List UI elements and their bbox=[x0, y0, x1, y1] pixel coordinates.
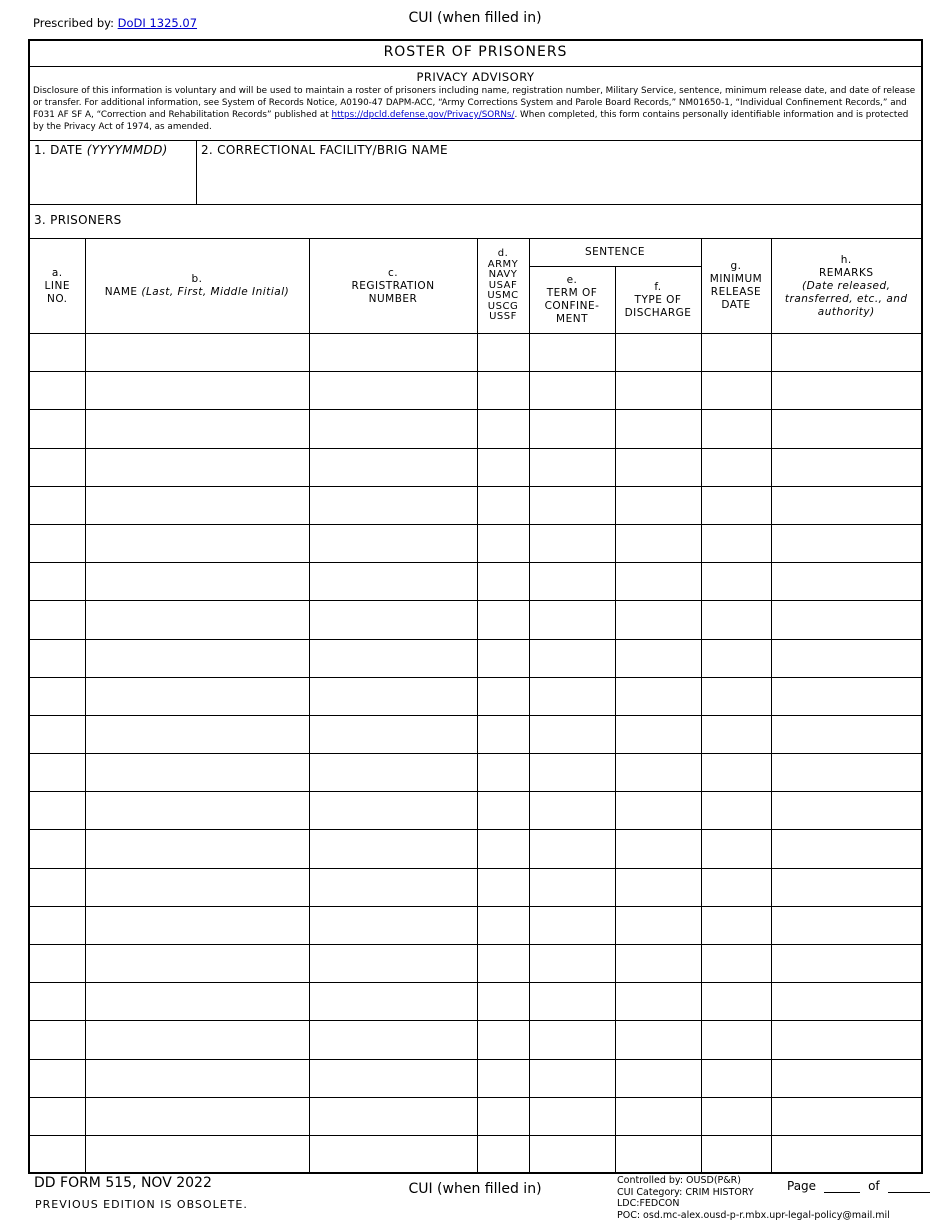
poc: POC: osd.mc-alex.ousd-p-r.mbx.upr-legal-policy@mail.mil bbox=[617, 1209, 890, 1221]
column-header-text: TERM OF CONFINE-MENT bbox=[544, 287, 600, 325]
discharge-cell[interactable] bbox=[615, 830, 701, 868]
min-release-cell[interactable] bbox=[701, 945, 771, 983]
discharge-cell[interactable] bbox=[615, 868, 701, 906]
min-release-cell[interactable] bbox=[701, 639, 771, 677]
col-sentence: SENTENCE bbox=[529, 239, 701, 267]
facility-field[interactable] bbox=[197, 140, 921, 204]
min-release-cell[interactable] bbox=[701, 715, 771, 753]
table-row bbox=[30, 1059, 921, 1097]
sorn-link[interactable]: https://dpcld.defense.gov/Privacy/SORNs/ bbox=[331, 110, 515, 120]
table-row bbox=[30, 563, 921, 601]
name-cell[interactable] bbox=[85, 945, 309, 983]
min-release-cell[interactable] bbox=[701, 677, 771, 715]
term-cell[interactable] bbox=[529, 983, 615, 1021]
col-registration bbox=[309, 239, 477, 334]
column-header-text: USCG bbox=[487, 300, 519, 312]
col-term bbox=[529, 267, 615, 334]
service-cell[interactable] bbox=[477, 639, 529, 677]
table-row bbox=[30, 639, 921, 677]
name-cell[interactable] bbox=[85, 1135, 309, 1173]
term-cell[interactable] bbox=[529, 563, 615, 601]
remarks-cell[interactable] bbox=[771, 639, 921, 677]
min-release-cell[interactable] bbox=[701, 868, 771, 906]
remarks-cell[interactable] bbox=[771, 945, 921, 983]
ldc: LDC:FEDCON bbox=[617, 1198, 680, 1209]
registration-cell[interactable] bbox=[309, 1021, 477, 1059]
table-row bbox=[30, 1097, 921, 1135]
line-no-cell[interactable] bbox=[30, 868, 85, 906]
min-release-cell[interactable] bbox=[701, 486, 771, 524]
table-row bbox=[30, 677, 921, 715]
remarks-cell[interactable] bbox=[771, 563, 921, 601]
cui-category: CUI Category: CRIM HISTORY bbox=[617, 1186, 754, 1198]
remarks-cell[interactable] bbox=[771, 372, 921, 410]
registration-cell[interactable] bbox=[309, 563, 477, 601]
discharge-cell[interactable] bbox=[615, 372, 701, 410]
discharge-cell[interactable] bbox=[615, 1021, 701, 1059]
min-release-cell[interactable] bbox=[701, 754, 771, 792]
line-no-cell[interactable] bbox=[30, 334, 85, 372]
date-field[interactable] bbox=[30, 140, 197, 204]
service-cell[interactable] bbox=[477, 983, 529, 1021]
registration-cell[interactable] bbox=[309, 983, 477, 1021]
discharge-cell[interactable] bbox=[615, 563, 701, 601]
discharge-cell[interactable] bbox=[615, 601, 701, 639]
term-cell[interactable] bbox=[529, 372, 615, 410]
name-cell[interactable] bbox=[85, 1097, 309, 1135]
term-cell[interactable] bbox=[529, 830, 615, 868]
remarks-cell[interactable] bbox=[771, 410, 921, 448]
line-no-cell[interactable] bbox=[30, 754, 85, 792]
table-row bbox=[30, 868, 921, 906]
remarks-cell[interactable] bbox=[771, 906, 921, 944]
term-cell[interactable] bbox=[529, 1135, 615, 1173]
date-format: (YYYYMMDD) bbox=[86, 143, 168, 157]
facility-label: 2. CORRECTIONAL FACILITY/BRIG NAME bbox=[201, 143, 448, 157]
table-row bbox=[30, 754, 921, 792]
term-cell[interactable] bbox=[529, 754, 615, 792]
prisoners-table bbox=[30, 238, 921, 1174]
table-row bbox=[30, 486, 921, 524]
registration-cell[interactable] bbox=[309, 906, 477, 944]
column-header-text: ARMY bbox=[487, 258, 519, 270]
name-cell[interactable] bbox=[85, 792, 309, 830]
line-no-cell[interactable] bbox=[30, 1135, 85, 1173]
name-cell[interactable] bbox=[85, 410, 309, 448]
registration-cell[interactable] bbox=[309, 945, 477, 983]
registration-cell[interactable] bbox=[309, 715, 477, 753]
remarks-cell[interactable] bbox=[771, 486, 921, 524]
name-cell[interactable] bbox=[85, 563, 309, 601]
table-row bbox=[30, 945, 921, 983]
registration-cell[interactable] bbox=[309, 754, 477, 792]
table-row bbox=[30, 906, 921, 944]
discharge-cell[interactable] bbox=[615, 906, 701, 944]
registration-cell[interactable] bbox=[309, 1097, 477, 1135]
line-no-cell[interactable] bbox=[30, 410, 85, 448]
term-cell[interactable] bbox=[529, 601, 615, 639]
form-title: ROSTER OF PRISONERS bbox=[383, 44, 568, 60]
name-cell[interactable] bbox=[85, 983, 309, 1021]
cui-footer: CUI (when filled in) bbox=[408, 1181, 542, 1197]
line-no-cell[interactable] bbox=[30, 601, 85, 639]
line-no-cell[interactable] bbox=[30, 1097, 85, 1135]
min-release-cell[interactable] bbox=[701, 1135, 771, 1173]
privacy-text bbox=[33, 85, 918, 133]
name-cell[interactable] bbox=[85, 639, 309, 677]
column-header-text: NAVY bbox=[488, 269, 518, 281]
registration-cell[interactable] bbox=[309, 1059, 477, 1097]
name-cell[interactable] bbox=[85, 754, 309, 792]
column-header-text: (Last, First, Middle Initial) bbox=[141, 286, 290, 298]
line-no-cell[interactable] bbox=[30, 945, 85, 983]
column-header-text: f. bbox=[654, 280, 662, 293]
term-cell[interactable] bbox=[529, 1021, 615, 1059]
term-cell[interactable] bbox=[529, 1059, 615, 1097]
table-row bbox=[30, 601, 921, 639]
name-cell[interactable] bbox=[85, 677, 309, 715]
registration-cell[interactable] bbox=[309, 830, 477, 868]
service-cell[interactable] bbox=[477, 601, 529, 639]
discharge-cell[interactable] bbox=[615, 715, 701, 753]
remarks-cell[interactable] bbox=[771, 830, 921, 868]
remarks-cell[interactable] bbox=[771, 1135, 921, 1173]
cui-header: CUI (when filled in) bbox=[408, 10, 542, 26]
prescribed-label: Prescribed by: bbox=[33, 16, 114, 30]
min-release-cell[interactable] bbox=[701, 1021, 771, 1059]
column-header-text: c. bbox=[387, 266, 399, 279]
controlled-by: Controlled by: OUSD(P&R) bbox=[617, 1175, 741, 1186]
min-release-cell[interactable] bbox=[701, 1097, 771, 1135]
page-input[interactable] bbox=[824, 1179, 860, 1193]
min-release-cell[interactable] bbox=[701, 792, 771, 830]
name-cell[interactable] bbox=[85, 372, 309, 410]
line-no-cell[interactable] bbox=[30, 1059, 85, 1097]
line-no-cell[interactable] bbox=[30, 372, 85, 410]
service-cell[interactable] bbox=[477, 945, 529, 983]
date-label: 1. DATE bbox=[34, 143, 83, 157]
discharge-cell[interactable] bbox=[615, 524, 701, 562]
term-cell[interactable] bbox=[529, 792, 615, 830]
column-header-text: g. bbox=[730, 260, 742, 272]
table-row bbox=[30, 448, 921, 486]
term-cell[interactable] bbox=[529, 486, 615, 524]
line-no-cell[interactable] bbox=[30, 563, 85, 601]
privacy-heading: PRIVACY ADVISORY bbox=[416, 70, 535, 84]
remarks-cell[interactable] bbox=[771, 448, 921, 486]
min-release-cell[interactable] bbox=[701, 372, 771, 410]
registration-cell[interactable] bbox=[309, 639, 477, 677]
name-cell[interactable] bbox=[85, 524, 309, 562]
prisoners-label: 3. PRISONERS bbox=[34, 213, 122, 227]
registration-cell[interactable] bbox=[309, 448, 477, 486]
min-release-cell[interactable] bbox=[701, 830, 771, 868]
remarks-cell[interactable] bbox=[771, 868, 921, 906]
table-row bbox=[30, 1021, 921, 1059]
table-row bbox=[30, 792, 921, 830]
discharge-cell[interactable] bbox=[615, 1097, 701, 1135]
remarks-cell[interactable] bbox=[771, 715, 921, 753]
min-release-cell[interactable] bbox=[701, 601, 771, 639]
dodi-link[interactable]: DoDI 1325.07 bbox=[117, 16, 198, 30]
registration-cell[interactable] bbox=[309, 334, 477, 372]
name-cell[interactable] bbox=[85, 1059, 309, 1097]
column-header-text: (Date released, transferred, etc., and authority) bbox=[784, 279, 908, 318]
column-header-text: REMARKS bbox=[818, 266, 874, 279]
service-cell[interactable] bbox=[477, 1097, 529, 1135]
discharge-cell[interactable] bbox=[615, 334, 701, 372]
service-cell[interactable] bbox=[477, 868, 529, 906]
min-release-cell[interactable] bbox=[701, 983, 771, 1021]
column-header-text: USMC bbox=[487, 290, 519, 302]
service-cell[interactable] bbox=[477, 1059, 529, 1097]
line-no-cell[interactable] bbox=[30, 1021, 85, 1059]
discharge-cell[interactable] bbox=[615, 677, 701, 715]
term-cell[interactable] bbox=[529, 715, 615, 753]
column-header-text: h. bbox=[840, 253, 852, 266]
term-cell[interactable] bbox=[529, 1097, 615, 1135]
column-header-text: d. bbox=[497, 248, 509, 260]
registration-cell[interactable] bbox=[309, 486, 477, 524]
col-min-release bbox=[701, 239, 771, 334]
privacy-text-1: Disclosure of this information is voluntary and will be used to maintain a roster of prisoners including name, registration number, Military Service, sentence, minimum release date, and date of release or transfer. For additional information, see System of Records Notice, A0190-47 DAPM-ACC, “Army Corrections System and Parole Board Records,” NM01650-1, “Individual Confinement Records,” and F031 AF SF A, “Correction and Rehabilitation Records” published at bbox=[33, 86, 916, 120]
column-header-text: USAF bbox=[488, 279, 518, 291]
remarks-cell[interactable] bbox=[771, 1097, 921, 1135]
service-cell[interactable] bbox=[477, 486, 529, 524]
name-cell[interactable] bbox=[85, 715, 309, 753]
service-cell[interactable] bbox=[477, 448, 529, 486]
name-cell[interactable] bbox=[85, 906, 309, 944]
name-cell[interactable] bbox=[85, 868, 309, 906]
term-cell[interactable] bbox=[529, 945, 615, 983]
name-cell[interactable] bbox=[85, 1021, 309, 1059]
term-cell[interactable] bbox=[529, 868, 615, 906]
name-cell[interactable] bbox=[85, 448, 309, 486]
col-service bbox=[477, 239, 529, 334]
line-no-cell[interactable] bbox=[30, 486, 85, 524]
term-cell[interactable] bbox=[529, 410, 615, 448]
col-line-no bbox=[30, 239, 85, 334]
table-row bbox=[30, 830, 921, 868]
line-no-cell[interactable] bbox=[30, 983, 85, 1021]
remarks-cell[interactable] bbox=[771, 1059, 921, 1097]
min-release-cell[interactable] bbox=[701, 1059, 771, 1097]
service-cell[interactable] bbox=[477, 334, 529, 372]
name-cell[interactable] bbox=[85, 601, 309, 639]
col-discharge bbox=[615, 267, 701, 334]
column-header-text: TYPE OF DISCHARGE bbox=[624, 293, 692, 319]
service-cell[interactable] bbox=[477, 677, 529, 715]
remarks-cell[interactable] bbox=[771, 677, 921, 715]
term-cell[interactable] bbox=[529, 639, 615, 677]
col-remarks bbox=[771, 239, 921, 334]
service-cell[interactable] bbox=[477, 563, 529, 601]
table-row bbox=[30, 334, 921, 372]
name-cell[interactable] bbox=[85, 830, 309, 868]
privacy-text-2: . When completed, this form contains personally identifiable information and is protected by the Privacy Act of 1974, as amended. bbox=[33, 110, 909, 132]
line-no-cell[interactable] bbox=[30, 830, 85, 868]
col-name bbox=[85, 239, 309, 334]
registration-cell[interactable] bbox=[309, 792, 477, 830]
service-cell[interactable] bbox=[477, 754, 529, 792]
service-cell[interactable] bbox=[477, 830, 529, 868]
line-no-cell[interactable] bbox=[30, 448, 85, 486]
discharge-cell[interactable] bbox=[615, 448, 701, 486]
page-label: Page bbox=[787, 1179, 817, 1193]
registration-cell[interactable] bbox=[309, 524, 477, 562]
registration-cell[interactable] bbox=[309, 372, 477, 410]
term-cell[interactable] bbox=[529, 906, 615, 944]
remarks-cell[interactable] bbox=[771, 524, 921, 562]
discharge-cell[interactable] bbox=[615, 410, 701, 448]
table-row bbox=[30, 524, 921, 562]
term-cell[interactable] bbox=[529, 334, 615, 372]
service-cell[interactable] bbox=[477, 372, 529, 410]
column-header-text: b. bbox=[191, 273, 203, 285]
min-release-cell[interactable] bbox=[701, 524, 771, 562]
min-release-cell[interactable] bbox=[701, 563, 771, 601]
page-numbering bbox=[787, 1179, 930, 1193]
remarks-cell[interactable] bbox=[771, 792, 921, 830]
column-header-text: REGISTRATION NUMBER bbox=[351, 279, 435, 305]
line-no-cell[interactable] bbox=[30, 677, 85, 715]
discharge-cell[interactable] bbox=[615, 1135, 701, 1173]
min-release-cell[interactable] bbox=[701, 410, 771, 448]
min-release-cell[interactable] bbox=[701, 448, 771, 486]
registration-cell[interactable] bbox=[309, 601, 477, 639]
form-number: DD FORM 515, NOV 2022 bbox=[34, 1175, 212, 1191]
line-no-cell[interactable] bbox=[30, 906, 85, 944]
line-no-cell[interactable] bbox=[30, 715, 85, 753]
column-header-text: LINE NO. bbox=[44, 279, 70, 305]
table-row bbox=[30, 410, 921, 448]
remarks-cell[interactable] bbox=[771, 983, 921, 1021]
remarks-cell[interactable] bbox=[771, 754, 921, 792]
service-cell[interactable] bbox=[477, 524, 529, 562]
service-cell[interactable] bbox=[477, 410, 529, 448]
table-row bbox=[30, 372, 921, 410]
term-cell[interactable] bbox=[529, 677, 615, 715]
remarks-cell[interactable] bbox=[771, 601, 921, 639]
discharge-cell[interactable] bbox=[615, 1059, 701, 1097]
name-cell[interactable] bbox=[85, 486, 309, 524]
service-cell[interactable] bbox=[477, 906, 529, 944]
line-no-cell[interactable] bbox=[30, 524, 85, 562]
roster-form bbox=[28, 39, 923, 1174]
of-label: of bbox=[868, 1179, 880, 1193]
of-input[interactable] bbox=[888, 1179, 930, 1193]
column-header-text: USSF bbox=[489, 311, 517, 323]
registration-cell[interactable] bbox=[309, 677, 477, 715]
registration-cell[interactable] bbox=[309, 868, 477, 906]
name-cell[interactable] bbox=[85, 334, 309, 372]
term-cell[interactable] bbox=[529, 448, 615, 486]
discharge-cell[interactable] bbox=[615, 486, 701, 524]
column-header-text: MINIMUM RELEASE DATE bbox=[709, 273, 763, 311]
min-release-cell[interactable] bbox=[701, 906, 771, 944]
obsolete-note: PREVIOUS EDITION IS OBSOLETE. bbox=[35, 1198, 248, 1211]
discharge-cell[interactable] bbox=[615, 754, 701, 792]
table-row bbox=[30, 715, 921, 753]
registration-cell[interactable] bbox=[309, 1135, 477, 1173]
table-row bbox=[30, 983, 921, 1021]
line-no-cell[interactable] bbox=[30, 639, 85, 677]
service-cell[interactable] bbox=[477, 792, 529, 830]
line-no-cell[interactable] bbox=[30, 792, 85, 830]
discharge-cell[interactable] bbox=[615, 983, 701, 1021]
remarks-cell[interactable] bbox=[771, 334, 921, 372]
service-cell[interactable] bbox=[477, 1135, 529, 1173]
service-cell[interactable] bbox=[477, 715, 529, 753]
column-header-text: NAME bbox=[104, 286, 138, 298]
min-release-cell[interactable] bbox=[701, 334, 771, 372]
discharge-cell[interactable] bbox=[615, 792, 701, 830]
service-cell[interactable] bbox=[477, 1021, 529, 1059]
table-row bbox=[30, 1135, 921, 1173]
discharge-cell[interactable] bbox=[615, 945, 701, 983]
column-header-text: a. bbox=[51, 266, 63, 279]
registration-cell[interactable] bbox=[309, 410, 477, 448]
column-header-text: e. bbox=[566, 274, 578, 286]
discharge-cell[interactable] bbox=[615, 639, 701, 677]
term-cell[interactable] bbox=[529, 524, 615, 562]
remarks-cell[interactable] bbox=[771, 1021, 921, 1059]
